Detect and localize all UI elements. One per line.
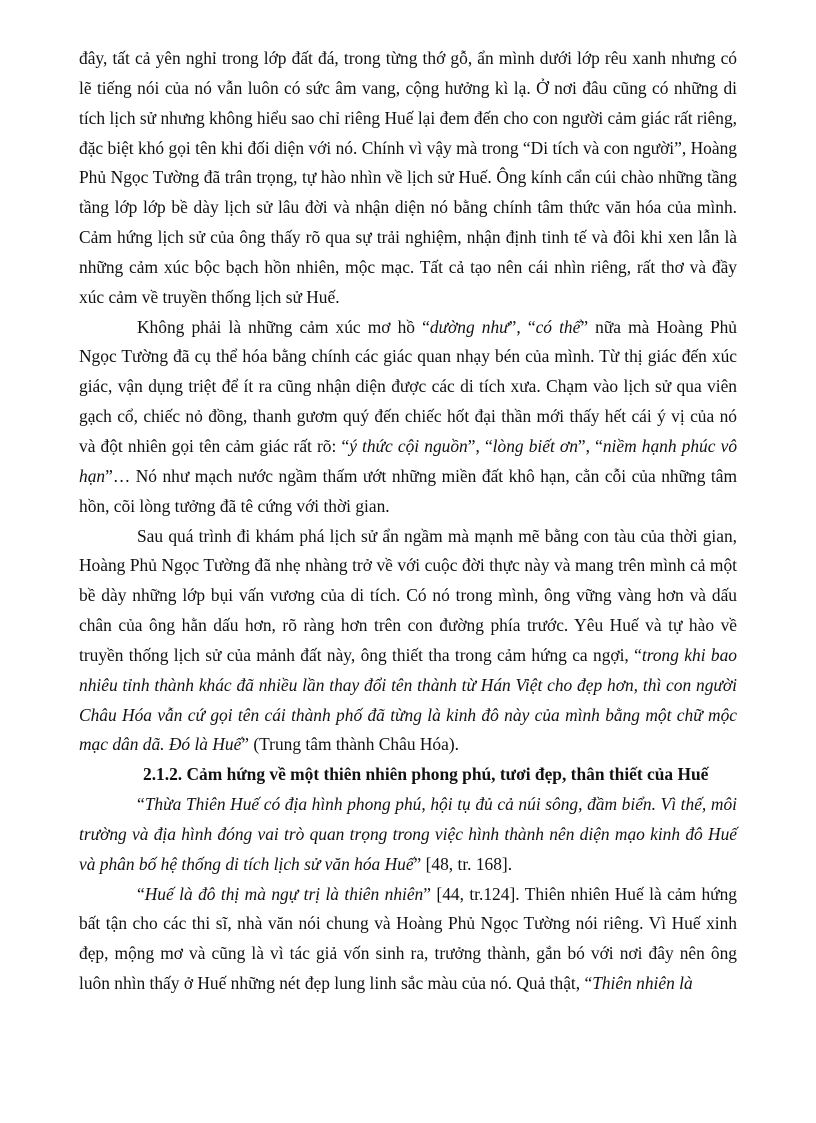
italic-segment: lòng biết ơn — [492, 435, 578, 456]
section-heading: 2.1.2. Cảm hứng về một thiên nhiên phong phú, tươi đẹp, thân thiết của Huế — [143, 764, 709, 785]
text-segment: đây, tất cả yên nghỉ trong lớp đất đá, trong từng thớ gỗ, ẩn mình dưới lớp rêu xanh nhưng có lẽ tiếng nói của nó vẫn luôn có sức âm vang, cộng hưởng kì lạ. Ở nơi đâu cũng có những di tích lịch sử nhưng không hiểu sao chỉ riêng Huế lại đem đến cho con người cảm giác rất riêng, đặc biệt khó gọi tên khi đối diện với nó. Chính vì vậy mà trong “Di tích và con người”, Hoàng Phủ Ngọc Tường đã trân trọng, tự hào nhìn về lịch sử Huế. Ông kính cẩn cúi chào những tầng tầng lớp lớp bề dày lịch sử lâu đời và nhận diện nó bằng chính tâm thức văn hóa của mình. Cảm hứng lịch sử của ông thấy rõ qua sự trải nghiệm, nhận định tinh tế và đôi khi xen lẫn là những cảm xúc bộc bạch hồn nhiên, mộc mạc. Tất cả tạo nên cái nhìn riêng, rất thơ và đầy xúc cảm về truyền thống lịch sử Huế. — [79, 48, 737, 307]
text-segment: ” [48, tr. 168]. — [413, 853, 513, 874]
italic-segment: dường như — [429, 316, 509, 337]
italic-segment: trong khi bao nhiêu tỉnh thành khác đã nhiều lần thay đổi tên thành từ Hán Việt cho đẹp hơn, thì con người Châu Hóa vẫn cứ gọi tên cái thành phố đã từng là kinh đô này của mình bằng một chữ mộc mạc dân dã. Đó là Huế — [79, 644, 737, 755]
text-segment: ” (Trung tâm thành Châu Hóa). — [241, 734, 459, 755]
italic-segment: ý thức cội nguồn — [349, 435, 468, 456]
text-segment: “ — [137, 883, 145, 904]
text-segment: ” nữa mà Hoàng Phủ Ngọc Tường đã cụ thể hóa bằng chính các giác quan nhạy bén của mình. Từ thị giác đến xúc giác, vận dụng triệt để ít ra cũng nhận diện được các di tích xưa. Chạm vào lịch sử qua viên gạch cổ, chiếc nỏ đồng, thanh gươm quý đến chiếc hốt đại thần mới thấy hết cái ý vị của nó và đột nhiên gọi tên cảm giác rất rõ: “ — [79, 316, 738, 456]
text-segment: Sau quá trình đi khám phá lịch sử ẩn ngầm mà mạnh mẽ bằng con tàu của thời gian, Hoàng Phủ Ngọc Tường đã nhẹ nhàng trở về với cuộc đời thực này và mang trên mình cả một bề dày những lớp bụi vấn vương của di tích. Có nó trong mình, ông vững vàng hơn và dấu chân của ông hằn dấu hơn, rõ ràng hơn trên con đường phía trước. Yêu Huế và tự hào về truyền thống lịch sử của mảnh đất này, ông thiết tha trong cảm hứng ca ngợi, “ — [79, 525, 737, 665]
italic-segment: Thừa Thiên Huế có địa hình phong phú, hội tụ đủ cả núi sông, đầm biển. Vì thế, môi trường và địa hình đóng vai trò quan trọng trong việc hình thành nên diện mạo kinh đô Huế và phân bố hệ thống di tích lịch sử văn hóa Huế — [79, 794, 737, 874]
italic-segment: niềm hạnh phúc vô hạn — [79, 435, 738, 486]
paragraph-3 — [79, 522, 737, 761]
paragraph-1 — [79, 44, 737, 313]
text-segment: ” [44, tr.124]. Thiên nhiên Huế là cảm hứng bất tận cho các thi sĩ, nhà văn nói chung và Hoàng Phủ Ngọc Tường nói riêng. Vì Huế xinh đẹp, mộng mơ và cũng là vì tác giả vốn sinh ra, trưởng thành, gắn bó với nơi đây nên ông luôn nhìn thấy ở Huế những nét đẹp lung linh sắc màu của nó. Quả thật, “ — [79, 883, 737, 994]
text-segment: ”… Nó như mạch nước ngầm thấm ướt những miền đất khô hạn, cằn cỗi của những tâm hồn, cõi lòng tưởng đã tê cứng với thời gian. — [79, 465, 737, 516]
italic-segment: Huế là đô thị mà ngự trị là thiên nhiên — [144, 883, 424, 904]
document-page — [79, 44, 737, 999]
paragraph-2 — [79, 313, 737, 522]
text-segment: ”, “ — [467, 435, 493, 456]
text-segment: “ — [137, 794, 145, 815]
italic-segment: có thể — [535, 316, 581, 337]
italic-segment: Thiên nhiên là — [592, 973, 693, 994]
text-segment: ”, “ — [508, 316, 536, 337]
text-segment: ”, “ — [577, 435, 603, 456]
paragraph-4 — [79, 790, 737, 880]
text-segment: Không phải là những cảm xúc mơ hồ “ — [137, 316, 430, 337]
paragraph-5 — [79, 880, 737, 999]
